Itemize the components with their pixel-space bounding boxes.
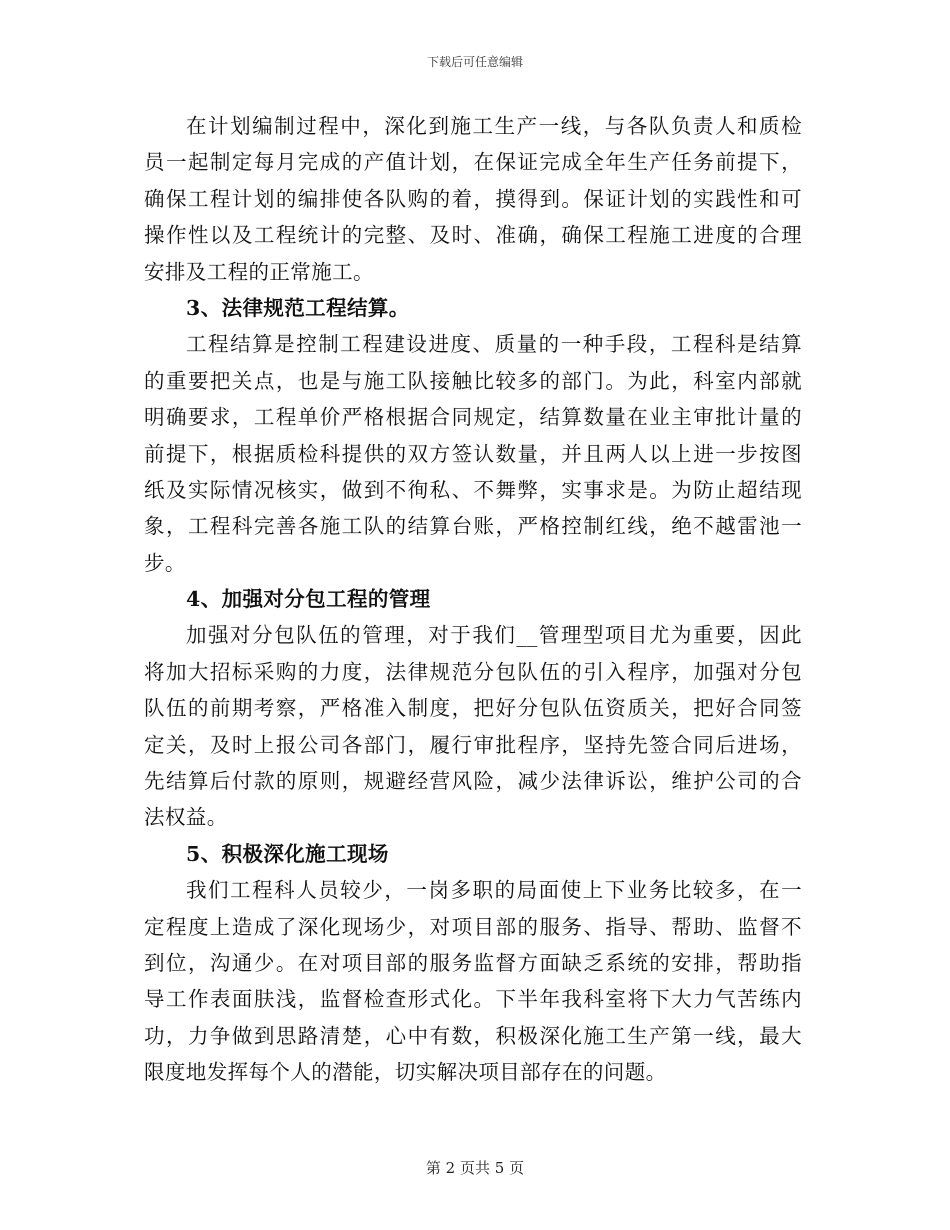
paragraph-line: 限度地发挥每个人的潜能，切实解决项目部存在的问题。: [144, 1060, 667, 1085]
paragraph-line: 先结算后付款的原则，规避经营风险，减少法律诉讼，维护公司的合: [144, 769, 802, 794]
paragraph-line: 我们工程科人员较少，一岗多职的局面使上下业务比较多，在一: [186, 878, 802, 903]
section-heading: 4、加强对分包工程的管理: [186, 587, 431, 612]
paragraph-line: 前提下，根据质检科提供的双方签认数量，并且两人以上进一步按图: [144, 441, 802, 466]
paragraph-line: 将加大招标采购的力度，法律规范分包队伍的引入程序，加强对分包: [144, 659, 802, 684]
page-header: 下载后可任意编辑: [426, 55, 523, 69]
paragraph-line: 步。: [144, 550, 186, 575]
paragraph-line: 明确要求，工程单价严格根据合同规定，结算数量在业主审批计量的: [144, 405, 802, 430]
paragraph-line: 导工作表面肤浅，监督检查形式化。下半年我科室将下大力气苦练内: [144, 987, 802, 1012]
paragraph-line: 操作性以及工程统计的完整、及时、准确，确保工程施工进度的合理: [144, 223, 802, 248]
paragraph-line: 纸及实际情况核实，做到不徇私、不舞弊，实事求是。为防止超结现: [144, 477, 802, 502]
paragraph-line: 功，力争做到思路清楚，心中有数，积极深化施工生产第一线，最大: [144, 1023, 802, 1048]
paragraph-line: 员一起制定每月完成的产值计划，在保证完成全年生产任务前提下，: [144, 150, 802, 175]
page-number: 第 2 页共 5 页: [425, 1159, 525, 1177]
paragraph-line: 确保工程计划的编排使各队购的着，摸得到。保证计划的实践性和可: [144, 186, 802, 211]
paragraph-line: 的重要把关点，也是与施工队接触比较多的部门。为此，科室内部就: [144, 368, 802, 393]
document-body: [144, 108, 802, 1091]
paragraph-line: 定程度上造成了深化现场少，对项目部的服务、指导、帮助、监督不: [144, 914, 802, 939]
paragraph-line: 法权益。: [144, 805, 228, 830]
section-heading: 3、法律规范工程结算。: [186, 295, 410, 320]
paragraph-line: 队伍的前期考察，严格准入制度，把好分包队伍资质关，把好合同签: [144, 696, 802, 721]
paragraph-line: 定关，及时上报公司各部门，履行审批程序，坚持先签合同后进场，: [144, 732, 802, 757]
paragraph-line: 安排及工程的正常施工。: [144, 259, 374, 284]
paragraph-line: 象，工程科完善各施工队的结算台账，严格控制红线，绝不越雷池一: [144, 514, 802, 539]
paragraph-line: 工程结算是控制工程建设进度、质量的一种手段，工程科是结算: [186, 332, 802, 357]
paragraph-line: 在计划编制过程中，深化到施工生产一线，与各队负责人和质检: [186, 114, 802, 138]
section-heading: 5、积极深化施工现场: [186, 841, 389, 866]
paragraph-line: 加强对分包队伍的管理，对于我们__管理型项目尤为重要，因此: [186, 623, 802, 648]
paragraph-line: 到位，沟通少。在对项目部的服务监督方面缺乏系统的安排，帮助指: [144, 950, 802, 975]
